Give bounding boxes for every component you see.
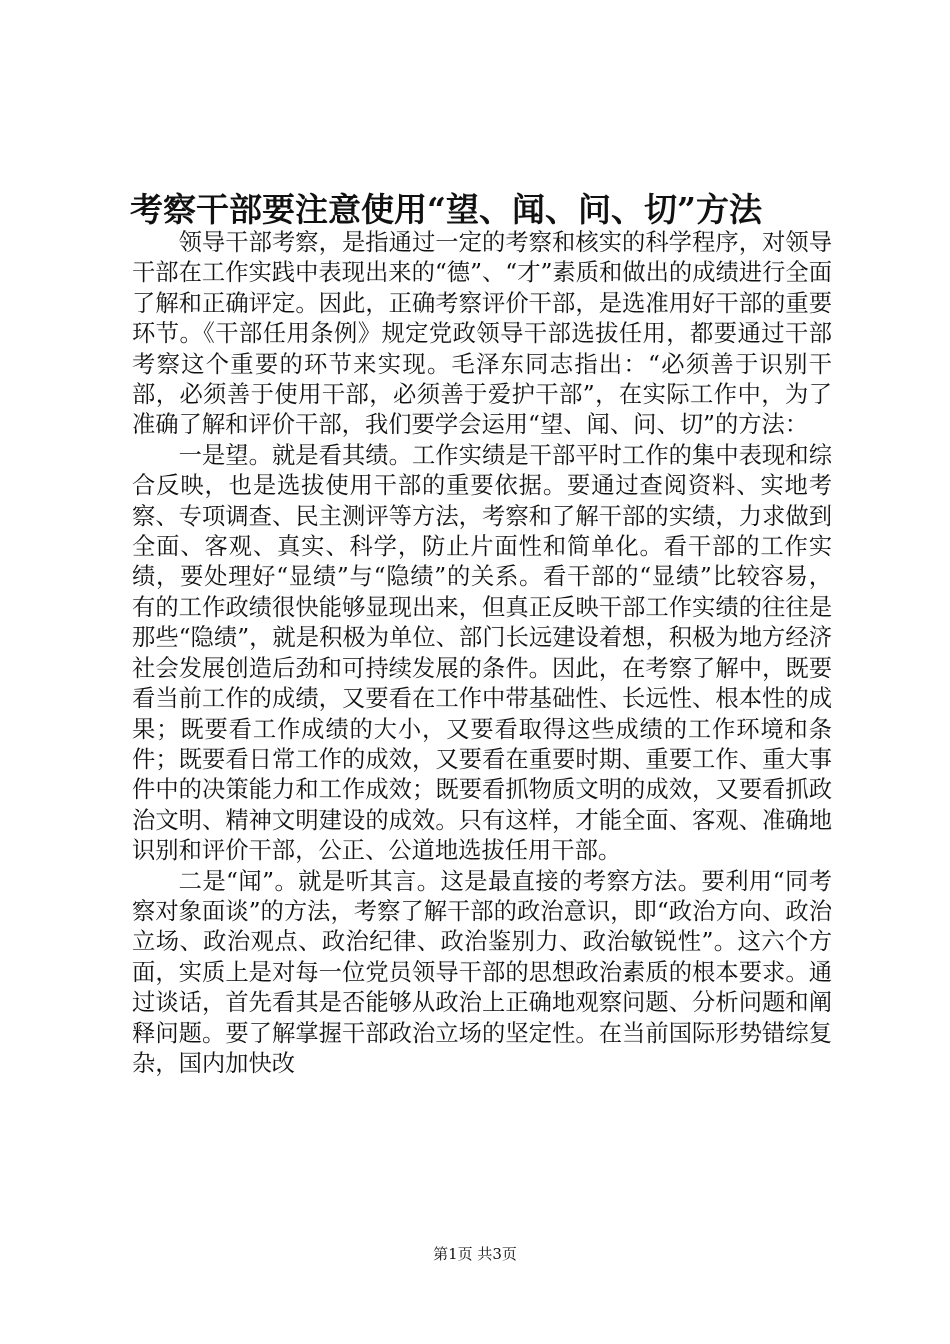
paragraph-wang: 一是望。就是看其绩。工作实绩是干部平时工作的集中表现和综合反映，也是选拔使用干部的重要依据。要通过查阅资料、实地考察、专项调查、民主测评等方法，考察和了解干部的实绩，力求做到全面、客观、真实、科学，防止片面性和简单化。看干部的工作实绩，要处理好“显绩”与“隐绩”的关系。看干部的“显绩”比较容易，有的工作政绩很快能够显现出来，但真正反映干部工作实绩的往往是那些“隐绩”，就是积极为单位、部门长远建设着想，积极为地方经济社会发展创造后劲和可持续发展的条件。因此，在考察了解中，既要看当前工作的成绩，又要看在工作中带基础性、长远性、根本性的成果；既要看工作成绩的大小，又要看取得这些成绩的工作环境和条件；既要看日常工作的成效，又要看在重要时期、重要工作、重大事件中的决策能力和工作成效；既要看抓物质文明的成效，又要看抓政治文明、精神文明建设的成效。只有这样，才能全面、客观、准确地识别和评价干部，公正、公道地选拔任用干部。 [132,441,832,865]
paragraph-intro: 领导干部考察，是指通过一定的考察和核实的科学程序，对领导干部在工作实践中表现出来的“德”、“才”素质和做出的成绩进行全面了解和正确评定。因此，正确考察评价干部，是选准用好干部的重要环节。《干部任用条例》规定党政领导干部选拔任用，都要通过干部考察这个重要的环节来实现。毛泽东同志指出：“必须善于识别干部，必须善于使用干部，必须善于爱护干部”，在实际工作中，为了准确了解和评价干部，我们要学会运用“望、闻、问、切”的方法： [132,229,832,439]
document-body [132,228,832,1079]
page-number-footer: 第1页 共3页 [433,1245,517,1263]
paragraph-wen: 二是“闻”。就是听其言。这是最直接的考察方法。要利用“同考察对象面谈”的方法，考察了解干部的政治意识，即“政治方向、政治立场、政治观点、政治纪律、政治鉴别力、政治敏锐性”。这六个方面，实质上是对每一位党员领导干部的思想政治素质的根本要求。通过谈话，首先看其是否能够从政治上正确地观察问题、分析问题和阐释问题。要了解掌握干部政治立场的坚定性。在当前国际形势错综复杂，国内加快改 [132,867,832,1077]
document-title: 考察干部要注意使用“望、闻、问、切”方法 [130,190,762,229]
